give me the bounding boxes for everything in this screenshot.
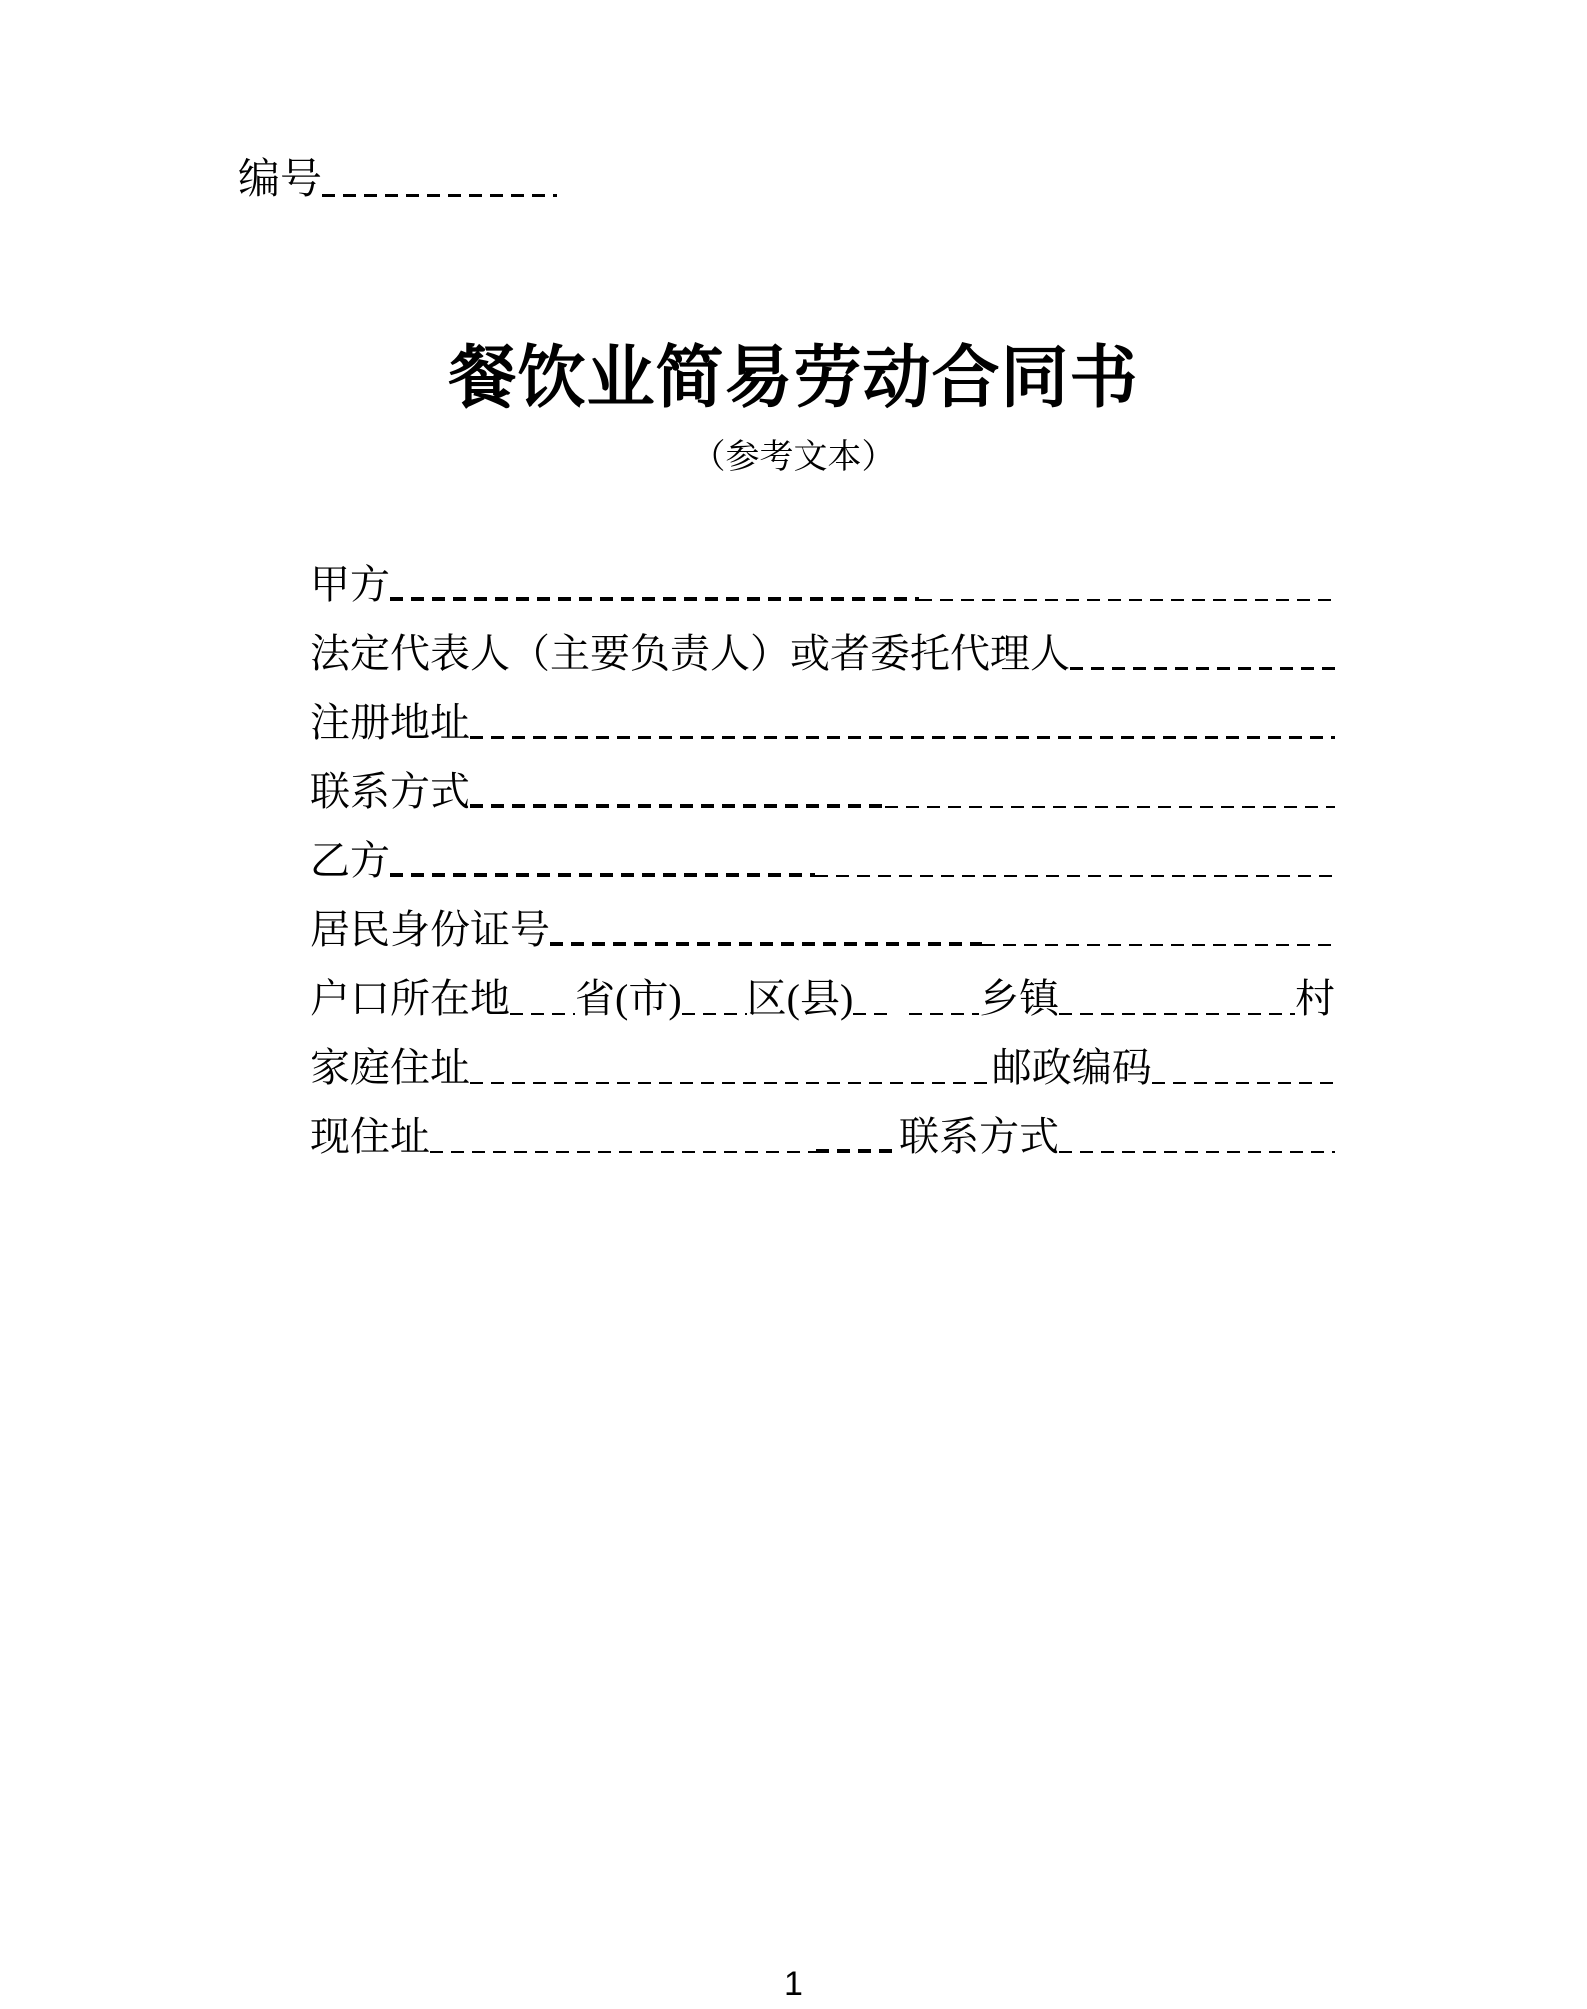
- party-b-contact-blank[interactable]: [1059, 1151, 1335, 1153]
- home-address-label: 家庭住址: [310, 1045, 470, 1090]
- serial-number-row: [238, 150, 557, 202]
- postal-code-label: 邮政编码: [991, 1045, 1152, 1090]
- party-b-blank[interactable]: [390, 873, 815, 877]
- legal-representative-row: [310, 614, 1335, 683]
- residence-province-blank[interactable]: [510, 1013, 575, 1015]
- party-a-contact-label: 联系方式: [310, 769, 470, 814]
- id-number-label: 居民身份证号: [310, 907, 550, 952]
- party-a-contact-row: [310, 752, 1335, 821]
- document-subtitle: （参考文本）: [691, 439, 896, 476]
- contract-header-form: [310, 545, 1335, 1166]
- party-a-blank-cont[interactable]: [919, 599, 1335, 601]
- party-a-label: 甲方: [310, 562, 390, 607]
- current-address-blank-cont[interactable]: [816, 1149, 899, 1153]
- province-label: 省(市): [575, 976, 682, 1021]
- postal-code-blank[interactable]: [1152, 1082, 1335, 1084]
- party-b-contact-label: 联系方式: [899, 1114, 1060, 1159]
- village-label: 村: [1295, 976, 1335, 1021]
- registered-address-row: [310, 683, 1335, 752]
- home-address-blank[interactable]: [470, 1082, 992, 1084]
- id-number-row: [310, 890, 1335, 959]
- page-number: 1: [784, 1965, 803, 2003]
- residence-row: [310, 959, 1335, 1028]
- serial-number-blank[interactable]: [322, 194, 557, 197]
- document-title: 餐饮业简易劳动合同书: [448, 340, 1139, 416]
- party-a-contact-blank[interactable]: [470, 804, 885, 808]
- party-b-label: 乙方: [310, 838, 390, 883]
- party-a-contact-blank-cont[interactable]: [885, 806, 1335, 808]
- party-a-row: [310, 545, 1335, 614]
- residence-district-blank[interactable]: [682, 1013, 747, 1015]
- residence-village-blank[interactable]: [1059, 1013, 1295, 1015]
- party-b-row: [310, 821, 1335, 890]
- id-number-blank[interactable]: [550, 942, 982, 946]
- residence-township-blank-2[interactable]: [909, 1013, 979, 1015]
- district-label: 区(县): [746, 976, 854, 1021]
- home-address-row: [310, 1028, 1335, 1097]
- legal-representative-blank[interactable]: [1070, 667, 1335, 670]
- current-address-label: 现住址: [310, 1114, 430, 1159]
- registered-address-blank[interactable]: [470, 736, 1335, 739]
- party-b-blank-cont[interactable]: [815, 875, 1335, 877]
- residence-township-blank[interactable]: [853, 1013, 891, 1015]
- party-a-blank[interactable]: [390, 597, 919, 601]
- residence-label: 户口所在地: [310, 976, 510, 1021]
- id-number-blank-cont[interactable]: [982, 944, 1335, 946]
- current-address-blank[interactable]: [430, 1151, 816, 1153]
- registered-address-label: 注册地址: [310, 700, 470, 745]
- legal-representative-label: 法定代表人（主要负责人）或者委托代理人: [310, 631, 1070, 676]
- current-address-row: [310, 1097, 1335, 1166]
- township-label: 乡镇: [979, 976, 1060, 1021]
- serial-number-label: 编号: [238, 156, 323, 203]
